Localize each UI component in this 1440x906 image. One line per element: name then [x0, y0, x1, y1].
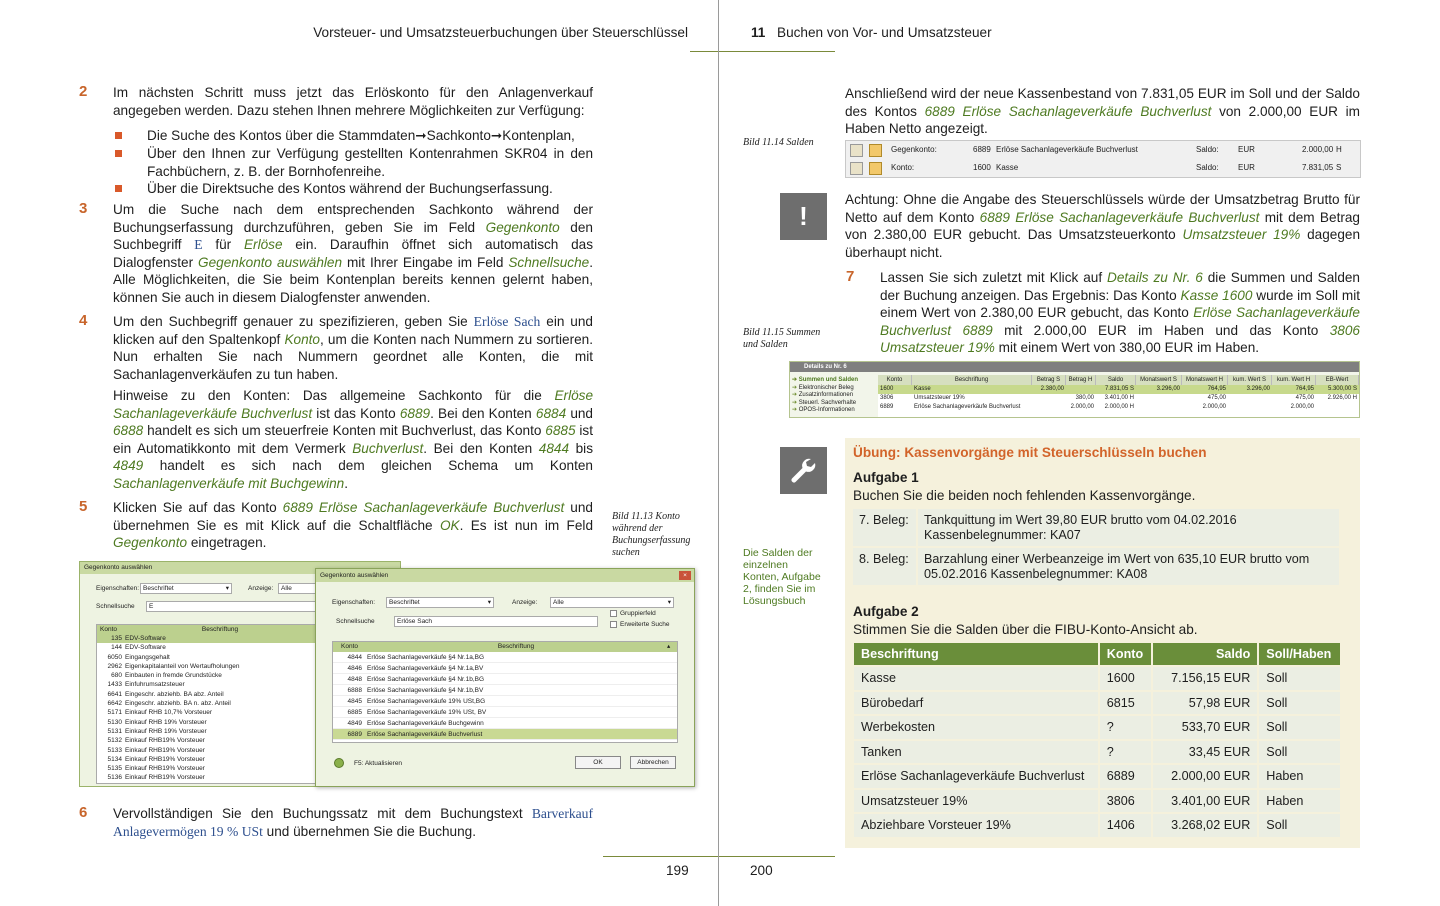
list-item[interactable]: [333, 729, 677, 740]
details-nav-item[interactable]: [792, 407, 877, 415]
front-col-beschr[interactable]: Beschriftung: [497, 643, 535, 650]
right-para-1: Anschließend wird der neue Kassenbestand von 7.831,05 EUR im Soll und der Saldo des Kontos 6889 Erlöse Sachanlageverkäufe Buchverlust von 2.000,00 EUR im Haben Netto angezeigt.: [845, 86, 1360, 137]
table-row: [854, 715, 1341, 740]
table-cell: Kasse: [914, 386, 931, 392]
table-cell: 1600: [880, 386, 894, 392]
beleg-row: [853, 509, 1339, 547]
table-cell: Erlöse Sachanlageverkäufe Buchverlust: [914, 404, 1021, 410]
figure-caption-11-13: Bild 11.13 Konto während der Buchungserfassung suchen: [612, 511, 691, 558]
list-item-beschr: Einkauf RHB 19% Vorsteuer: [125, 727, 207, 735]
bullet-3: Über die Direktsuche des Kontos während der Buchungserfassung.: [113, 180, 593, 198]
step3-text: Um die Suche nach dem entsprechenden Sachkonto während der Buchungserfassung durchzuführen, geben Sie im Feld Gegenkonto den Suchbegriff E für Erlöse ein. Daraufhin öffnet sich automatisch das Dialogfenster Gegenkonto auswählen mit Ihrer Eingabe im Feld Schnellsuche. Alle Möglichkeiten, die Sie beim Kontenplan bereits kennen gelernt haben, können Sie auch in diesem Dialogfenster anwenden.: [113, 202, 594, 305]
table-cell: 3.296,00: [1156, 386, 1180, 392]
back-search-label: Schnellsuche: [96, 603, 135, 610]
table-cell: 764,95: [1295, 386, 1314, 392]
list-item-konto: 6642: [107, 700, 122, 708]
details-col-header[interactable]: Betrag S: [1032, 375, 1066, 385]
table-cell: Tanken: [854, 740, 1099, 765]
step-number-5: 5: [79, 498, 88, 515]
table-row[interactable]: [878, 394, 1359, 403]
details-nav-label: OPOS-Informationen: [798, 407, 855, 413]
table-row: [854, 666, 1341, 691]
saldo-konto: 1600: [973, 163, 991, 172]
step5-text: Klicken Sie auf das Konto 6889 Erlöse Sachanlageverkäufe Buchverlust und übernehmen Sie es mit Klick auf die Schaltfläche OK. Es ist nun im Feld Gegenkonto eingetragen.: [113, 500, 594, 551]
list-item[interactable]: [97, 727, 317, 736]
table-cell: [1066, 385, 1096, 394]
saldo-amount: 7.831,05: [1302, 163, 1334, 172]
list-item-beschr: Einkauf RHB19% Vorsteuer: [125, 746, 205, 754]
front-eig-select[interactable]: Beschriftet ▾: [386, 597, 494, 608]
table-cell: [1228, 403, 1272, 412]
step4-text: Um den Suchbegriff genauer zu spezifizieren, geben Sie Erlöse Sach ein und klicken auf den Spaltenkopf Konto, um die Konten nach Nummern zu sortieren. Nun erhalten Sie nach Nummern geordnet alle Konten, die mit Sachanlagenverkäufen zu tun haben.: [113, 314, 593, 382]
list-item[interactable]: [333, 674, 677, 685]
list-item-konto: 2962: [107, 662, 122, 670]
table-cell: ?: [1099, 715, 1152, 740]
list-item[interactable]: [333, 696, 677, 707]
list-item[interactable]: [333, 718, 677, 729]
arrow-right-icon: ➔: [792, 399, 799, 406]
table-cell: [1316, 403, 1359, 412]
step6-text: Vervollständigen Sie den Buchungssatz mit dem Buchungstext Barverkauf Anlagevermögen 19 % USt und übernehmen Sie die Buchung.: [113, 806, 593, 839]
list-item[interactable]: [97, 764, 317, 773]
table-header: Konto: [1099, 643, 1152, 666]
table-header: Beschriftung: [854, 643, 1099, 666]
saldo-saldo-label: Saldo:: [1196, 145, 1219, 154]
front-col-konto[interactable]: Konto: [341, 643, 358, 650]
front-search-label: Schnellsuche: [336, 618, 375, 625]
list-item-beschr: Eingangsgehalt: [125, 653, 170, 661]
list-item[interactable]: [333, 685, 677, 696]
page-number-left: 199: [666, 863, 689, 878]
list-item-konto: 5133: [107, 746, 122, 754]
figure-caption-11-14: Bild 11.14 Salden: [743, 137, 814, 148]
table-cell: Soll: [1258, 813, 1341, 838]
header-rule-left: [690, 51, 718, 52]
arrow-right-icon: ➔: [792, 407, 799, 413]
list-item[interactable]: [97, 690, 317, 699]
beleg-text: Barzahlung einer Werbeanzeige im Wert von 635,10 EUR brutto vom 05.02.2016 Kassenbelegnummer: KA08: [917, 547, 1339, 586]
list-item-beschr: EDV-Software: [125, 635, 166, 642]
list-item-konto: 6888: [347, 687, 362, 694]
list-item[interactable]: [97, 680, 317, 689]
footer-rule-right: [719, 856, 835, 857]
front-anz-label: Anzeige:: [512, 599, 538, 606]
beleg-row: [853, 547, 1339, 586]
saldo-cur: EUR: [1238, 163, 1255, 172]
folder-icon[interactable]: [869, 162, 882, 175]
edit-icon[interactable]: [850, 162, 863, 175]
table-cell: 2.000,00: [1070, 404, 1094, 410]
folder-icon[interactable]: [869, 144, 882, 157]
page-number-right: 200: [750, 863, 773, 878]
list-item-beschr: Einkauf RHB19% Vorsteuer: [125, 774, 205, 782]
screenshot-figure-11-13: [79, 561, 695, 787]
header-rule-right: [719, 51, 835, 52]
step-number-4: 4: [79, 312, 88, 329]
table-row: [854, 813, 1341, 838]
details-col-header[interactable]: Monatswert H: [1182, 375, 1228, 385]
list-item[interactable]: [97, 699, 317, 708]
close-icon[interactable]: ×: [679, 571, 691, 580]
details-col-header[interactable]: kum. Wert S: [1228, 375, 1272, 385]
saldo-amount: 2.000,00: [1302, 145, 1334, 154]
list-item-beschr: Erlöse Sachanlageverkäufe 19% USt, BV: [367, 709, 487, 716]
table-row[interactable]: [878, 403, 1359, 412]
saldo-cur: EUR: [1238, 145, 1255, 154]
checkbox-icon: [610, 610, 617, 617]
table-cell: [1136, 394, 1182, 403]
step-number-2: 2: [79, 83, 88, 100]
back-col-konto[interactable]: Konto: [100, 626, 117, 633]
chevron-down-icon: ▾: [225, 585, 229, 592]
list-item[interactable]: [333, 652, 677, 663]
warning-icon: !: [780, 193, 827, 240]
list-item-beschr: Erlöse Sachanlageverkäufe Buchverlust: [367, 731, 483, 738]
exercise-title: Übung: Kassenvorgänge mit Steuerschlüsseln buchen: [853, 445, 1207, 460]
beleg-text: Tankquittung im Wert 39,80 EUR brutto vom 04.02.2016 Kassenbelegnummer: KA07: [917, 509, 1339, 547]
back-account-list[interactable]: [96, 624, 318, 784]
list-item[interactable]: [97, 634, 317, 643]
book-spine: [718, 0, 719, 906]
step-number-7: 7: [846, 268, 855, 285]
list-item-konto: 4844: [347, 654, 362, 661]
details-panel: [789, 361, 1360, 418]
arrow-right-icon: ➔: [792, 377, 799, 383]
list-item-konto: 5135: [107, 765, 122, 773]
list-item[interactable]: [333, 663, 677, 674]
table-row: [854, 789, 1341, 814]
wrench-icon: [780, 447, 827, 494]
list-item-beschr: Erlöse Sachanlageverkäufe Buchgewinn: [367, 720, 484, 727]
left-header: Vorsteuer- und Umsatzsteuerbuchungen über Steuerschlüssel: [313, 25, 688, 40]
table-cell: Bürobedarf: [854, 691, 1099, 716]
salden-table: [854, 643, 1342, 839]
list-item-konto: 6050: [107, 653, 122, 661]
table-cell: 2.926,00 H: [1327, 395, 1357, 401]
footer-rule-left: [603, 856, 718, 857]
list-item-konto: 5132: [107, 737, 122, 745]
bullet-marker: [115, 132, 122, 139]
bullet-1: Die Suche des Kontos über die Stammdaten➞Sachkonto➞Kontenplan,: [113, 127, 593, 145]
list-item-konto: 4848: [347, 676, 362, 683]
list-item-konto: 5136: [107, 774, 122, 782]
list-item-konto: 5130: [107, 718, 122, 726]
back-anz-select[interactable]: Alle: [278, 583, 318, 594]
arrow-right-icon: ➔: [792, 384, 799, 391]
table-cell: Soll: [1258, 691, 1341, 716]
aufgabe1-text: Buchen Sie die beiden noch fehlenden Kassenvorgänge.: [853, 488, 1196, 503]
aufgabe2-text: Stimmen Sie die Salden über die FIBU-Konto-Ansicht ab.: [853, 622, 1198, 637]
saldo-label: Gegenkonto:: [891, 145, 937, 154]
table-cell: 2.380,00: [1040, 386, 1064, 392]
saldo-konto: 6889: [973, 145, 991, 154]
table-cell: 1406: [1099, 813, 1152, 838]
details-nav-label: Steuerl. Sachverhalte: [798, 399, 857, 406]
list-item-konto: 1433: [107, 681, 122, 689]
details-nav-item[interactable]: [792, 377, 877, 385]
details-nav-label: Elektronischer Beleg: [798, 384, 854, 391]
list-item-konto: 6885: [347, 709, 362, 716]
arrow-right-icon: ➔: [792, 392, 799, 398]
step-number-3: 3: [79, 200, 88, 217]
details-title: Details zu Nr. 6: [790, 362, 1359, 372]
details-nav-item[interactable]: [792, 392, 877, 400]
table-cell: Soll: [1258, 740, 1341, 765]
saldo-name: Erlöse Sachanlageverkäufe Buchverlust: [996, 145, 1138, 154]
list-item-beschr: Einkauf RHB19% Vorsteuer: [125, 765, 205, 773]
table-cell: [1032, 394, 1066, 403]
table-row: [854, 740, 1341, 765]
chevron-down-icon: ▾: [667, 599, 671, 606]
table-cell: 533,70 EUR: [1152, 715, 1258, 740]
list-item-beschr: Einkauf RHB 10,7% Vorsteuer: [125, 709, 213, 717]
table-cell: 3.268,02 EUR: [1152, 813, 1258, 838]
step7-text: Lassen Sie sich zuletzt mit Klick auf Details zu Nr. 6 die Summen und Salden der Buchung anzeigen. Das Ergebnis: Das Konto Kasse 1600 wurde im Soll mit einem Wert von 2.380,00 EUR gebucht, das Konto Erlöse Sachanlageverkäufe Buchverlust 6889 mit 2.000,00 EUR im Haben und das Konto 3806 Umsatzsteuer 19% mit einem Wert von 380,00 EUR im Haben.: [880, 270, 1360, 356]
list-item-konto: 135: [111, 635, 122, 642]
saldo-row: [846, 141, 1360, 159]
details-nav-item[interactable]: [792, 400, 877, 408]
list-item-konto: 680: [111, 672, 122, 680]
table-cell: 2.000,00 H: [1104, 404, 1134, 410]
list-item-beschr: Einkauf RHB 19% Vorsteuer: [125, 718, 207, 726]
beleg-label: 8. Beleg:: [853, 547, 917, 586]
checkbox-group[interactable]: Gruppierfeld: [610, 610, 656, 617]
front-dialog-title: Gegenkonto auswählen: [320, 572, 389, 579]
list-item-beschr: Erlöse Sachanlageverkäufe §4 Nr.1a,BG: [367, 654, 485, 661]
beleg-label: 7. Beleg:: [853, 509, 917, 547]
list-item-konto: 4849: [347, 720, 362, 727]
table-row[interactable]: [878, 385, 1359, 394]
front-dialog: [315, 568, 695, 787]
list-item[interactable]: [97, 653, 317, 662]
table-cell: 3.296,00: [1246, 386, 1270, 392]
details-col-header[interactable]: Betrag H: [1066, 375, 1096, 385]
edit-icon[interactable]: [850, 144, 863, 157]
front-list-header: [333, 642, 677, 652]
salden-panel: [845, 140, 1361, 178]
table-cell: 5.300,00 S: [1327, 386, 1357, 392]
table-cell: Haben: [1258, 789, 1341, 814]
back-col-beschr[interactable]: Beschriftung: [201, 626, 239, 633]
list-item-beschr: Einfuhrumsatzsteuer: [125, 681, 185, 689]
ok-button[interactable]: OK: [575, 756, 621, 769]
list-item-beschr: Eingeschr. abziehb. BA abz. Anteil: [125, 690, 224, 698]
step4-hints: Hinweise zu den Konten: Das allgemeine Sachkonto für die Erlöse Sachanlageverkäufe Buchverlust ist das Konto 6889. Bei den Konten 6884 und 6888 handelt es sich um steuerfreie Konten mit Buchverlust, das Konto 6885 ist ein Automatikkonto mit dem Vermerk Buchverlust. Bei den Konten 4844 bis 4849 handelt es sich nach dem gleichen Schema um Konten Sachanlagenverkäufe mit Buchgewinn.: [113, 388, 593, 491]
details-col-header[interactable]: Saldo: [1096, 375, 1136, 385]
belege-table: [853, 509, 1339, 587]
table-cell: 6815: [1099, 691, 1152, 716]
list-item[interactable]: [97, 662, 317, 671]
table-cell: Kasse: [854, 666, 1099, 691]
list-item-beschr: Einkauf RHB19% Vorsteuer: [125, 737, 205, 745]
table-cell: 6889: [880, 404, 894, 410]
list-item[interactable]: [97, 671, 317, 680]
saldo-side: S: [1336, 163, 1342, 172]
list-item-konto: 6889: [347, 731, 362, 738]
table-cell: [1136, 403, 1182, 412]
table-cell: 764,95: [1207, 386, 1226, 392]
list-item-konto: 4846: [347, 665, 362, 672]
details-col-header[interactable]: kum. Wert H: [1272, 375, 1316, 385]
list-item-beschr: Einkauf RHB19% Vorsteuer: [125, 755, 205, 763]
table-cell: Soll: [1258, 666, 1341, 691]
details-col-header[interactable]: Konto: [878, 375, 912, 385]
details-nav-label: Zusatzinformationen: [798, 392, 854, 398]
list-item-konto: 5171: [107, 709, 122, 717]
list-item[interactable]: [97, 708, 317, 717]
list-item-beschr: Einbauten in fremde Grundstücke: [125, 672, 222, 680]
bullet-marker: [115, 185, 122, 192]
side-note: Die Salden der einzelnen Konten, Aufgabe 2, finden Sie im Lösungsbuch: [743, 547, 821, 607]
refresh-label: F5: Aktualisieren: [354, 760, 403, 767]
list-item-beschr: Eigenkapitalanteil von Wertaufholungen: [125, 662, 240, 670]
list-item[interactable]: [97, 718, 317, 727]
table-cell: 7.831,05 S: [1104, 386, 1134, 392]
list-item-beschr: Eingeschr. abziehb. BA n. abz. Anteil: [125, 700, 231, 708]
table-header: Saldo: [1152, 643, 1258, 666]
list-item[interactable]: [97, 643, 317, 652]
details-nav-item[interactable]: [792, 385, 877, 393]
details-nav-label: Summen und Salden: [798, 377, 859, 383]
table-cell: 3806: [1099, 789, 1152, 814]
list-item-beschr: Erlöse Sachanlageverkäufe §4 Nr.1a,BV: [367, 665, 484, 672]
front-dialog-titlebar: [316, 569, 694, 582]
saldo-side: H: [1336, 145, 1342, 154]
back-eig-select[interactable]: Beschriftet ▾: [140, 583, 232, 594]
table-cell: Erlöse Sachanlageverkäufe Buchverlust: [854, 764, 1099, 789]
table-cell: 2.000,00: [1290, 404, 1314, 410]
table-row: [854, 691, 1341, 716]
table-cell: 475,00: [1207, 395, 1226, 401]
checkbox-icon: [610, 621, 617, 628]
back-anz-label: Anzeige:: [248, 585, 274, 592]
table-cell: 57,98 EUR: [1152, 691, 1258, 716]
table-cell: Abziehbare Vorsteuer 19%: [854, 813, 1099, 838]
table-cell: 475,00: [1295, 395, 1314, 401]
warning-text: Achtung: Ohne die Angabe des Steuerschlüssels würde der Umsatzbetrag Brutto für Netto auf dem Konto 6889 Erlöse Sachanlageverkäufe Buchverlust mit dem Betrag von 2.380,00 EUR gebucht. Das Umsatzsteuerkonto Umsatzsteuer 19% dagegen überhaupt nicht.: [845, 192, 1361, 260]
details-grid[interactable]: [878, 375, 1359, 417]
front-eig-label: Eigenschaften:: [332, 599, 376, 606]
bullet-marker: [115, 150, 122, 157]
table-cell: Werbekosten: [854, 715, 1099, 740]
details-col-header[interactable]: Monatswert S: [1136, 375, 1182, 385]
refresh-icon[interactable]: [334, 758, 344, 768]
table-cell: [1228, 394, 1272, 403]
list-item-konto: 144: [111, 644, 122, 652]
list-item-konto: 4845: [347, 698, 362, 705]
sort-up-icon: ▴: [667, 643, 671, 650]
table-cell: 380,00: [1075, 395, 1094, 401]
front-search-input[interactable]: Erlöse Sach: [394, 616, 598, 627]
back-list-header: [97, 625, 317, 634]
table-cell: ?: [1099, 740, 1152, 765]
table-cell: 3806: [880, 395, 894, 401]
list-item[interactable]: [97, 746, 317, 755]
table-cell: 7.156,15 EUR: [1152, 666, 1258, 691]
back-dialog-title: Gegenkonto auswählen: [80, 562, 400, 574]
table-header: Soll/Haben: [1258, 643, 1341, 666]
saldo-label: Konto:: [891, 163, 915, 172]
aufgabe1-title: Aufgabe 1: [853, 470, 919, 485]
table-cell: Soll: [1258, 715, 1341, 740]
table-cell: 6889: [1099, 764, 1152, 789]
chapter-number: 11: [751, 25, 766, 40]
front-anz-select[interactable]: Alle ▾: [550, 597, 674, 608]
table-cell: 3.401,00 EUR: [1152, 789, 1258, 814]
table-cell: 3.401,00 H: [1104, 395, 1134, 401]
chapter-title: Buchen von Vor- und Umsatzsteuer: [777, 25, 992, 40]
table-cell: [1032, 403, 1066, 412]
saldo-name: Kasse: [996, 163, 1019, 172]
table-row: [854, 764, 1341, 789]
table-cell: Umsatzsteuer 19%: [914, 395, 965, 401]
list-item-konto: 5134: [107, 755, 122, 763]
back-eig-label: Eigenschaften:: [96, 585, 140, 592]
list-item-konto: 6641: [107, 690, 122, 698]
list-item[interactable]: [97, 773, 317, 782]
table-cell: 1600: [1099, 666, 1152, 691]
list-item-beschr: EDV-Software: [125, 644, 166, 652]
list-item[interactable]: [333, 707, 677, 718]
table-cell: Umsatzsteuer 19%: [854, 789, 1099, 814]
list-item-konto: 5131: [107, 727, 122, 735]
front-account-list[interactable]: [332, 641, 678, 743]
list-item[interactable]: [97, 736, 317, 745]
table-cell: 2.000,00: [1202, 404, 1226, 410]
step-number-6: 6: [79, 804, 88, 821]
aufgabe2-title: Aufgabe 2: [853, 604, 919, 619]
figure-caption-11-15: Bild 11.15 Summen und Salden: [743, 327, 821, 350]
back-search-input[interactable]: E: [146, 601, 316, 612]
cancel-button[interactable]: Abbrechen: [630, 756, 676, 769]
table-cell: Haben: [1258, 764, 1341, 789]
table-cell: 33,45 EUR: [1152, 740, 1258, 765]
details-col-header[interactable]: EB-Wert: [1316, 375, 1359, 385]
saldo-saldo-label: Saldo:: [1196, 163, 1219, 172]
details-col-header[interactable]: Beschriftung: [912, 375, 1032, 385]
exercise-box: [845, 438, 1360, 848]
step2-intro: Im nächsten Schritt muss jetzt das Erlöskonto für den Anlagenverkauf angegeben werden. Dazu stehen Ihnen mehrere Möglichkeiten zur Verfügung:: [113, 85, 593, 118]
chevron-down-icon: ▾: [487, 599, 491, 606]
list-item-beschr: Erlöse Sachanlageverkäufe §4 Nr.1b,BG: [367, 676, 485, 683]
list-item-beschr: Erlöse Sachanlageverkäufe 19% USt,BG: [367, 698, 486, 705]
list-item[interactable]: [97, 755, 317, 764]
list-item-beschr: Erlöse Sachanlageverkäufe §4 Nr.1b,BV: [367, 687, 484, 694]
bullet-2: Über den Ihnen zur Verfügung gestellten Kontenrahmen SKR04 in den Fachbüchern, z. B. der Bornhofenreihe.: [113, 145, 593, 180]
table-cell: 2.000,00 EUR: [1152, 764, 1258, 789]
saldo-row: [846, 159, 1360, 177]
checkbox-extended-search[interactable]: Erweiterte Suche: [610, 621, 670, 628]
